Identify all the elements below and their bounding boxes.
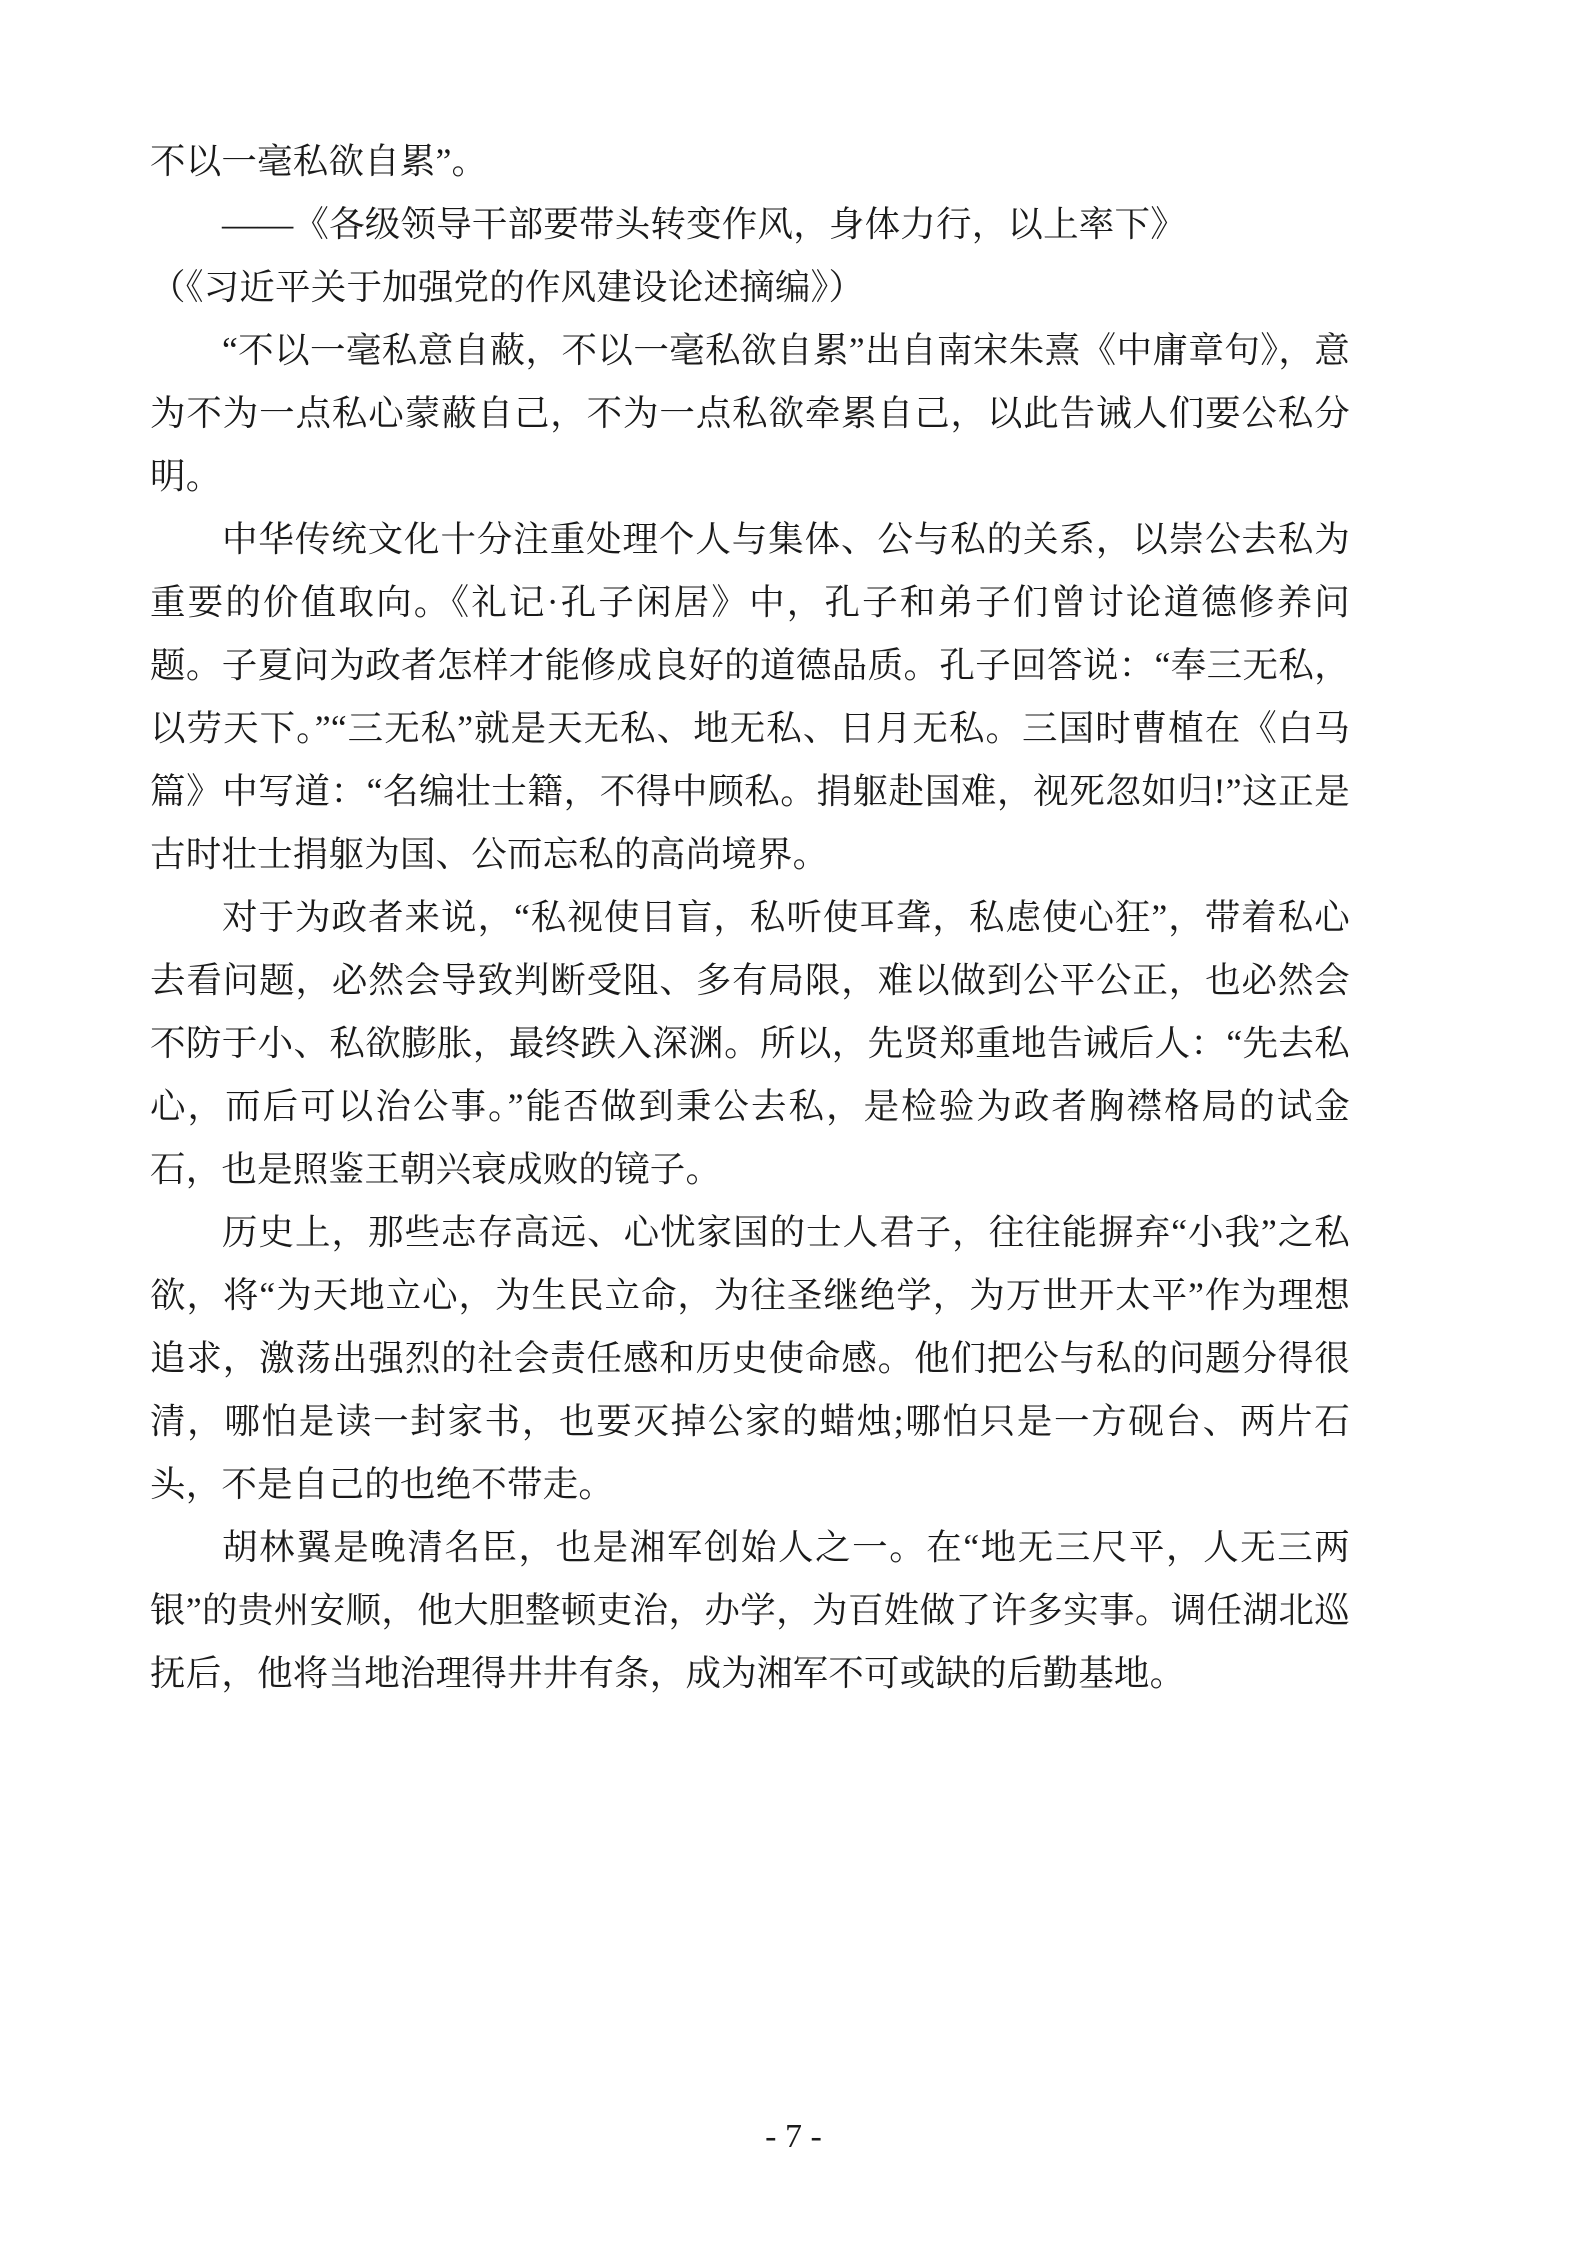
paragraph-1: 不以一毫私欲自累”。: [150, 141, 488, 181]
page-number: - 7 -: [765, 2118, 822, 2155]
paragraph-4: “不以一毫私意自蔽，不以一毫私欲自累”出自南宋朱熹《中庸章句》，意为不为一点私心蒙蔽自己，不为一点私欲牵累自己，以此告诫人们要公私分明。: [150, 330, 1350, 496]
paragraph-source-book: （《习近平关于加强党的作风建设论述摘编》）: [150, 267, 865, 307]
paragraph-6: 对于为政者来说，“私视使目盲，私听使耳聋，私虑使心狂”，带着私心去看问题，必然会导致判断受阻、多有局限，难以做到公平公正，也必然会不防于小、私欲膨胀，最终跌入深渊。所以，先贤郑重地告诫后人：“先去私心，而后可以治公事。”能否做到秉公去私，是检验为政者胸襟格局的试金石，也是照鉴王朝兴衰成败的镜子。: [150, 897, 1350, 1189]
paragraph-5: 中华传统文化十分注重处理个人与集体、公与私的关系，以崇公去私为重要的价值取向。《礼记·孔子闲居》中，孔子和弟子们曾讨论道德修养问题。子夏问为政者怎样才能修成良好的道德品质。孔子回答说：“奉三无私，以劳天下。”“三无私”就是天无私、地无私、日月无私。三国时曹植在《白马篇》中写道：“名编壮士籍，不得中顾私。捐躯赴国难，视死忽如归!”这正是古时壮士捐躯为国、公而忘私的高尚境界。: [150, 519, 1350, 874]
paragraph-source-title: ——《各级领导干部要带头转变作风，身体力行，以上率下》: [222, 204, 1186, 244]
document-body: [150, 130, 1350, 1705]
paragraph-8: 胡林翼是晚清名臣，也是湘军创始人之一。在“地无三尺平，人无三两银”的贵州安顺，他大胆整顿吏治，办学，为百姓做了许多实事。调任湖北巡抚后，他将当地治理得井井有条，成为湘军不可或缺的后勤基地。: [150, 1527, 1350, 1693]
paragraph-7: 历史上，那些志存高远、心忧家国的士人君子，往往能摒弃“小我”之私欲，将“为天地立心，为生民立命，为往圣继绝学，为万世开太平”作为理想追求，激荡出强烈的社会责任感和历史使命感。他们把公与私的问题分得很清，哪怕是读一封家书，也要灭掉公家的蜡烛;哪怕只是一方砚台、两片石头，不是自己的也绝不带走。: [150, 1212, 1350, 1504]
